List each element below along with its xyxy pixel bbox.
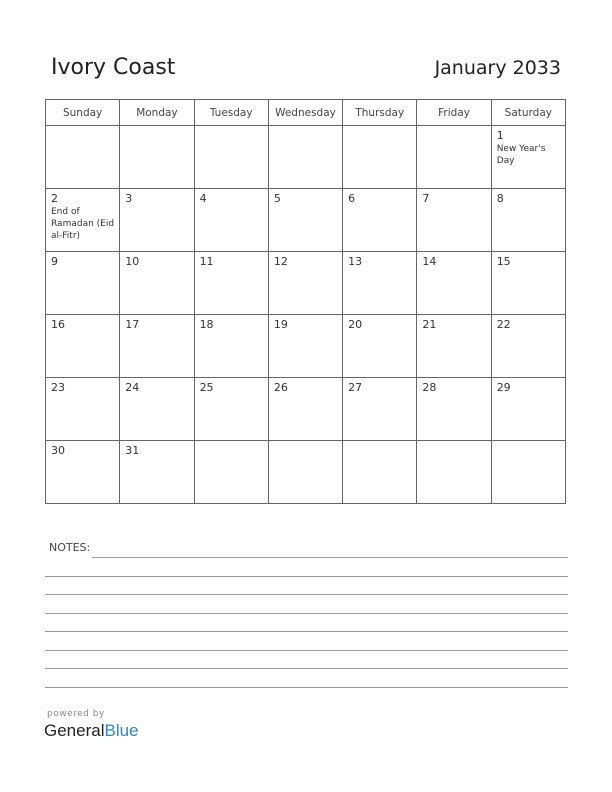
- week-row: [46, 441, 566, 504]
- day-number: 15: [496, 255, 511, 268]
- day-cell[interactable]: [194, 378, 268, 441]
- note-line: [45, 631, 568, 632]
- day-number: 27: [348, 381, 363, 394]
- day-cell[interactable]: [120, 189, 194, 252]
- day-number: 26: [273, 381, 288, 394]
- day-number: 2: [51, 192, 58, 205]
- day-number: 13: [348, 255, 363, 268]
- day-number: 7: [422, 192, 430, 205]
- day-number: 16: [51, 318, 65, 331]
- day-number: 11: [199, 255, 214, 268]
- day-number: 4: [199, 192, 207, 205]
- day-cell[interactable]: [120, 378, 194, 441]
- day-cell[interactable]: [46, 441, 120, 504]
- day-cell[interactable]: [343, 189, 417, 252]
- note-line: [45, 650, 568, 651]
- day-cell[interactable]: [417, 189, 491, 252]
- day-cell[interactable]: [268, 378, 342, 441]
- day-number: 22: [496, 318, 511, 331]
- calendar-grid: [45, 99, 566, 504]
- day-number: 8: [496, 192, 504, 205]
- day-number: 24: [125, 381, 140, 394]
- day-number: 19: [273, 318, 288, 331]
- week-row: [46, 126, 566, 189]
- day-cell[interactable]: [417, 252, 491, 315]
- day-cell[interactable]: [194, 315, 268, 378]
- day-cell: [268, 126, 342, 189]
- day-number: 1: [496, 129, 504, 142]
- day-cell[interactable]: [268, 315, 342, 378]
- brand-general: General: [44, 721, 105, 740]
- day-number: 17: [125, 318, 140, 331]
- day-cell: [194, 126, 268, 189]
- note-line: [92, 557, 568, 558]
- day-cell[interactable]: [491, 126, 565, 189]
- day-cell[interactable]: [46, 315, 120, 378]
- day-cell[interactable]: [46, 189, 120, 252]
- day-cell[interactable]: [194, 252, 268, 315]
- notes-label: NOTES:: [49, 541, 91, 554]
- day-cell[interactable]: [491, 315, 565, 378]
- day-cell[interactable]: [46, 252, 120, 315]
- day-cell: [120, 126, 194, 189]
- day-cell[interactable]: [46, 378, 120, 441]
- day-number: 12: [273, 255, 288, 268]
- day-number: 6: [348, 192, 356, 205]
- calendar-month-title: January 2033: [434, 57, 561, 79]
- powered-by-text: powered by: [47, 709, 105, 719]
- day-cell[interactable]: [268, 252, 342, 315]
- day-cell[interactable]: [120, 252, 194, 315]
- day-cell[interactable]: [417, 315, 491, 378]
- day-cell[interactable]: [491, 378, 565, 441]
- day-cell[interactable]: [491, 252, 565, 315]
- day-number: 31: [125, 444, 140, 457]
- weekday-header-row: [46, 100, 566, 126]
- day-number: 9: [51, 255, 58, 268]
- day-cell: [343, 441, 417, 504]
- note-line: [45, 687, 568, 688]
- weekday-header: Saturday: [491, 100, 565, 126]
- note-line: [45, 613, 568, 614]
- holiday-label: End of Ramadan (Eid al-Fitr): [51, 207, 115, 241]
- weekday-header: Friday: [417, 100, 491, 126]
- brand-blue: Blue: [104, 721, 139, 740]
- weekday-header: Sunday: [46, 100, 120, 126]
- weekday-header: Tuesday: [194, 100, 268, 126]
- day-cell[interactable]: [343, 378, 417, 441]
- day-cell[interactable]: [343, 252, 417, 315]
- day-number: 5: [273, 192, 281, 205]
- day-cell: [417, 126, 491, 189]
- day-cell: [268, 441, 342, 504]
- holiday-label: New Year's Day: [496, 144, 546, 166]
- day-cell[interactable]: [268, 189, 342, 252]
- day-number: 23: [51, 381, 65, 394]
- note-line: [45, 668, 568, 669]
- weekday-header: Thursday: [343, 100, 417, 126]
- day-number: 25: [199, 381, 214, 394]
- day-number: 20: [348, 318, 363, 331]
- day-cell[interactable]: [120, 315, 194, 378]
- day-cell[interactable]: [194, 189, 268, 252]
- weekday-header: Monday: [120, 100, 194, 126]
- day-cell[interactable]: [491, 189, 565, 252]
- weekday-header: Wednesday: [268, 100, 342, 126]
- generalblue-logo[interactable]: [44, 721, 139, 741]
- day-cell[interactable]: [417, 378, 491, 441]
- day-number: 14: [422, 255, 437, 268]
- day-number: 30: [51, 444, 65, 457]
- day-cell: [194, 441, 268, 504]
- week-row: [46, 378, 566, 441]
- week-row: [46, 252, 566, 315]
- day-cell: [46, 126, 120, 189]
- day-number: 28: [422, 381, 437, 394]
- note-line: [45, 594, 568, 595]
- day-number: 29: [496, 381, 511, 394]
- day-number: 3: [125, 192, 133, 205]
- day-cell: [491, 441, 565, 504]
- day-cell[interactable]: [343, 315, 417, 378]
- day-cell: [417, 441, 491, 504]
- day-cell: [343, 126, 417, 189]
- day-number: 10: [125, 255, 140, 268]
- calendar-country-title: Ivory Coast: [51, 55, 176, 80]
- week-row: [46, 315, 566, 378]
- day-number: 18: [199, 318, 214, 331]
- day-number: 21: [422, 318, 437, 331]
- week-row: [46, 189, 566, 252]
- day-cell[interactable]: [120, 441, 194, 504]
- note-line: [45, 576, 568, 577]
